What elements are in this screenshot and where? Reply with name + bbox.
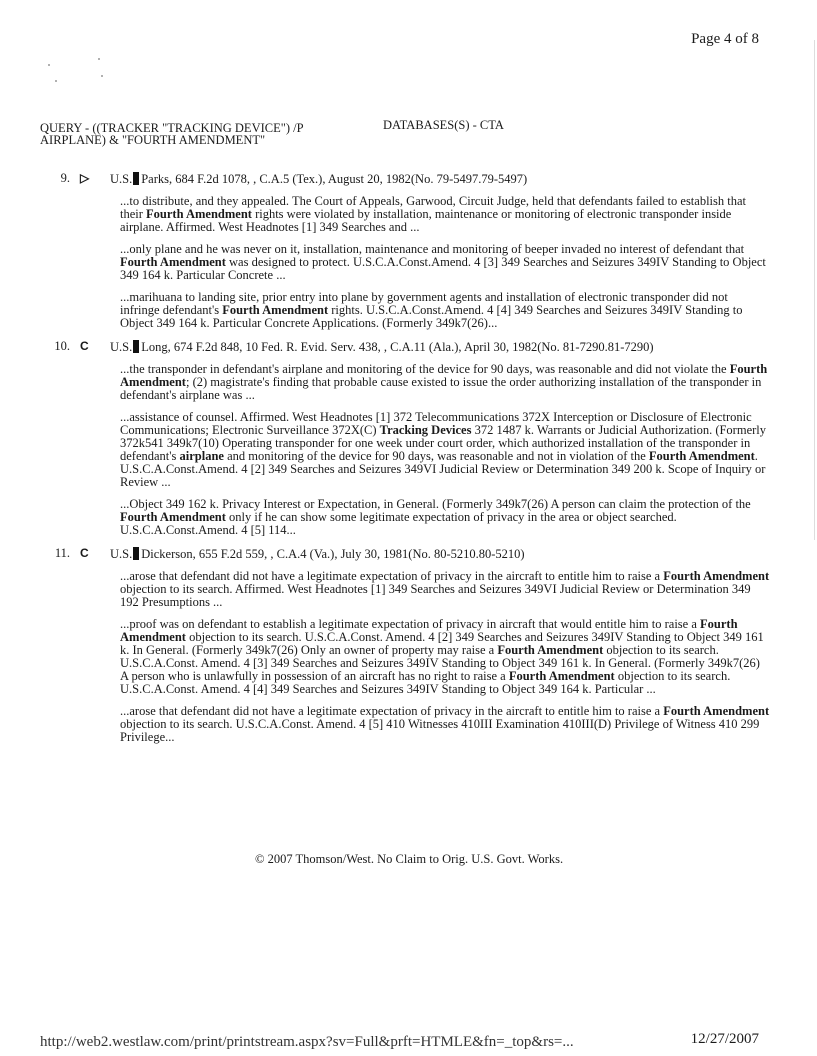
result-snippet: ...only plane and he was never on it, installation, maintenance and monitoring of beeper invaded no interest of defendant that Fourth Amendment was designed to protect. U.S.C.A.Const.Amend. 4 [3] 349 Searches and Seizures 349IV Standing to Object 349 164 k. Particular Concrete ... [120,242,766,282]
result-snippet: ...marihuana to landing site, prior entry into plane by government agents and installation of electronic transponder did not infringe defendant's Fourth Amendment rights. U.S.C.A.Const.Amend. 4 [4] 349 Searches and Seizures 349IV Standing to Object 349 164 k. Particular Concrete Applications. (Formerly 349k7(26)... [120,290,743,330]
status-flag-icon: C [80,339,89,353]
scan-speck [55,80,57,82]
result-number: 11. [54,546,70,560]
result-item [40,172,780,330]
query-text: QUERY - ((TRACKER "TRACKING DEVICE") /P AIRPLANE) & "FOURTH AMENDMENT" [40,121,304,147]
footer-url: http://web2.westlaw.com/print/printstream.aspx?sv=Full&prft=HTMLE&fn=_top&rs=... [40,1034,574,1050]
status-flag-icon: ▷ [80,171,90,185]
result-snippet: ...arose that defendant did not have a legitimate expectation of privacy in the aircraft to entitle him to raise a Fourth Amendment objection to its search. Affirmed. West Headnotes [1] 349 Searches and Seizures 349VI Judicial Review or Determination 349 192 Presumptions ... [120,569,770,609]
scan-speck [98,58,100,60]
result-snippet: ...assistance of counsel. Affirmed. West Headnotes [1] 372 Telecommunications 372X Interception or Disclosure of Electronic Communications; Electronic Surveillance 372X(C) Tracking Devices 372 1487 k. Warrants or Judicial Authorization. (Formerly 372k541 349k7(10) Operating transponder for one week under court order, which authorized installation of the transponder in defendant's airplane and monitoring of the device for 90 days, was reasonable and not in violation of the Fourth Amendment. U.S.C.A.Const.Amend. 4 [2] 349 Searches and Seizures 349VI Judicial Review or Determination 349 200 k. Scope of Inquiry or Review ... [120,410,766,489]
result-citation[interactable]: U.S. Dickerson, 655 F.2d 559, , C.A.4 (Va.), July 30, 1981(No. 80-5210.80-5210) [110,547,525,561]
results-list [40,172,780,754]
page-number: Page 4 of 8 [691,31,759,47]
scan-edge [814,40,815,540]
redaction-mark [133,172,139,185]
result-snippet: ...to distribute, and they appealed. The Court of Appeals, Garwood, Circuit Judge, held that defendants failed to establish that their Fourth Amendment rights were violated by installation, maintenance or monitoring of electronic transponder inside airplane. Affirmed. West Headnotes [1] 349 Searches and ... [120,194,747,234]
footer-date: 12/27/2007 [690,1031,759,1047]
redaction-mark [133,547,139,560]
result-number: 10. [54,339,70,353]
result-citation[interactable]: U.S. Long, 674 F.2d 848, 10 Fed. R. Evid. Serv. 438, , C.A.11 (Ala.), April 30, 1982(No. 81-7290.81-7290) [110,340,654,354]
result-snippet: ...proof was on defendant to establish a legitimate expectation of privacy in aircraft that would entitle him to raise a Fourth Amendment objection to its search. U.S.C.A.Const. Amend. 4 [2] 349 Searches and Seizures 349IV Standing to Object 349 161 k. In General. (Formerly 349k7(26) Only an owner of property may raise a Fourth Amendment objection to its search. U.S.C.A.Const. Amend. 4 [3] 349 Searches and Seizures 349IV Standing to Object 349 161 k. In General. (Formerly 349k7(26) A person who is unlawfully in possession of an aircraft has no right to raise a Fourth Amendment objection to its search. U.S.C.A.Const. Amend. 4 [4] 349 Searches and Seizures 349IV Standing to Object 349 164 k. Particular ... [120,617,764,696]
result-item [40,340,780,537]
result-snippet: ...the transponder in defendant's airplane and monitoring of the device for 90 days, was reasonable and did not violate the Fourth Amendment; (2) magistrate's finding that probable cause existed to issue the order authorizing installation of the transponder in defendant's airplane was ... [120,362,768,402]
result-item [40,547,780,744]
result-number: 9. [60,171,70,185]
result-snippet: ...Object 349 162 k. Privacy Interest or Expectation, in General. (Formerly 349k7(26) A person can claim the protection of the Fourth Amendment only if he can show some legitimate expectation of privacy in the area or object searched. U.S.C.A.Const.Amend. 4 [5] 114... [120,497,751,537]
result-snippet: ...arose that defendant did not have a legitimate expectation of privacy in the aircraft to entitle him to raise a Fourth Amendment objection to its search. U.S.C.A.Const. Amend. 4 [5] 410 Witnesses 410III Examination 410III(D) Privilege of Witness 410 299 Privilege... [120,704,770,744]
scan-speck [101,75,103,77]
scan-speck [48,64,50,66]
copyright-notice: © 2007 Thomson/West. No Claim to Orig. U.S. Govt. Works. [255,852,564,866]
result-citation[interactable]: U.S. Parks, 684 F.2d 1078, , C.A.5 (Tex.), August 20, 1982(No. 79-5497.79-5497) [110,172,528,186]
status-flag-icon: C [80,546,89,560]
databases-label: DATABASES(S) - CTA [383,118,504,132]
redaction-mark [133,340,139,353]
